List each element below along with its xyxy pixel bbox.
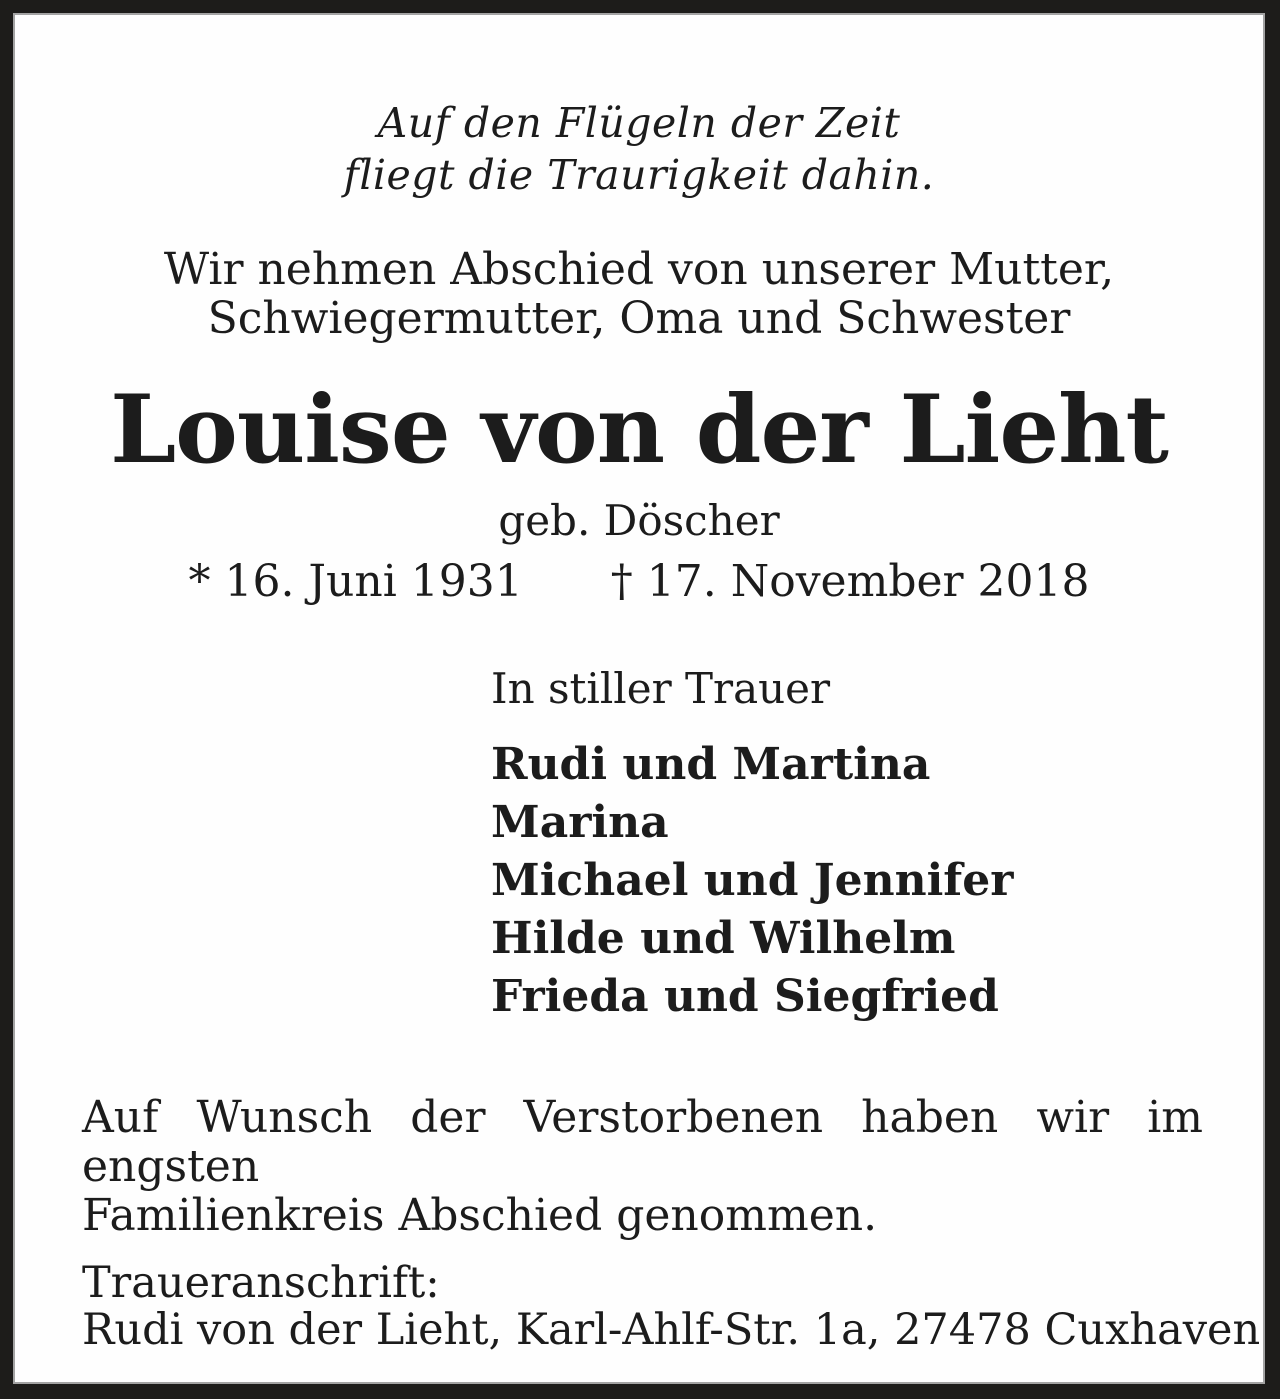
mourner-name: Michael und Jennifer <box>491 855 1014 906</box>
mourner-name: Marina <box>491 797 669 848</box>
mourner-name: Rudi und Martina <box>491 739 931 790</box>
mourner-name: Frieda und Siegfried <box>491 971 999 1022</box>
life-dates <box>15 555 1263 609</box>
mourners-list <box>15 736 1263 1026</box>
mourning-address-label: Traueranschrift: <box>82 1258 440 1308</box>
farewell-line-1: Auf Wunsch der Verstorbenen haben wir im engsten <box>82 1092 1203 1192</box>
epigraph-line-2: fliegt die Traurigkeit dahin. <box>343 151 935 199</box>
mourning-address-line: Rudi von der Lieht, Karl-Ahlf-Str. 1a, 27478 Cuxhaven <box>82 1305 1261 1355</box>
mourning-intro: In stiller Trauer <box>491 664 831 713</box>
epigraph-line-1: Auf den Flügeln der Zeit <box>377 99 901 147</box>
deceased-name: Louise von der Lieht <box>110 375 1168 485</box>
farewell-intro-line-1: Wir nehmen Abschied von unserer Mutter, <box>163 244 1115 295</box>
birth-date: * 16. Juni 1931 <box>188 556 523 607</box>
farewell-paragraph <box>82 1093 1203 1240</box>
farewell-intro <box>15 245 1263 343</box>
farewell-intro-line-2: Schwiegermutter, Oma und Schwester <box>207 293 1071 344</box>
mourning-address <box>82 1258 1261 1355</box>
farewell-line-2: Familienkreis Abschied genommen. <box>82 1190 878 1241</box>
obituary-card <box>15 15 1263 1382</box>
maiden-name: geb. Döscher <box>498 496 780 545</box>
epigraph-quote <box>15 97 1263 201</box>
mourner-name: Hilde und Wilhelm <box>491 913 956 964</box>
death-date: † 17. November 2018 <box>610 556 1090 607</box>
